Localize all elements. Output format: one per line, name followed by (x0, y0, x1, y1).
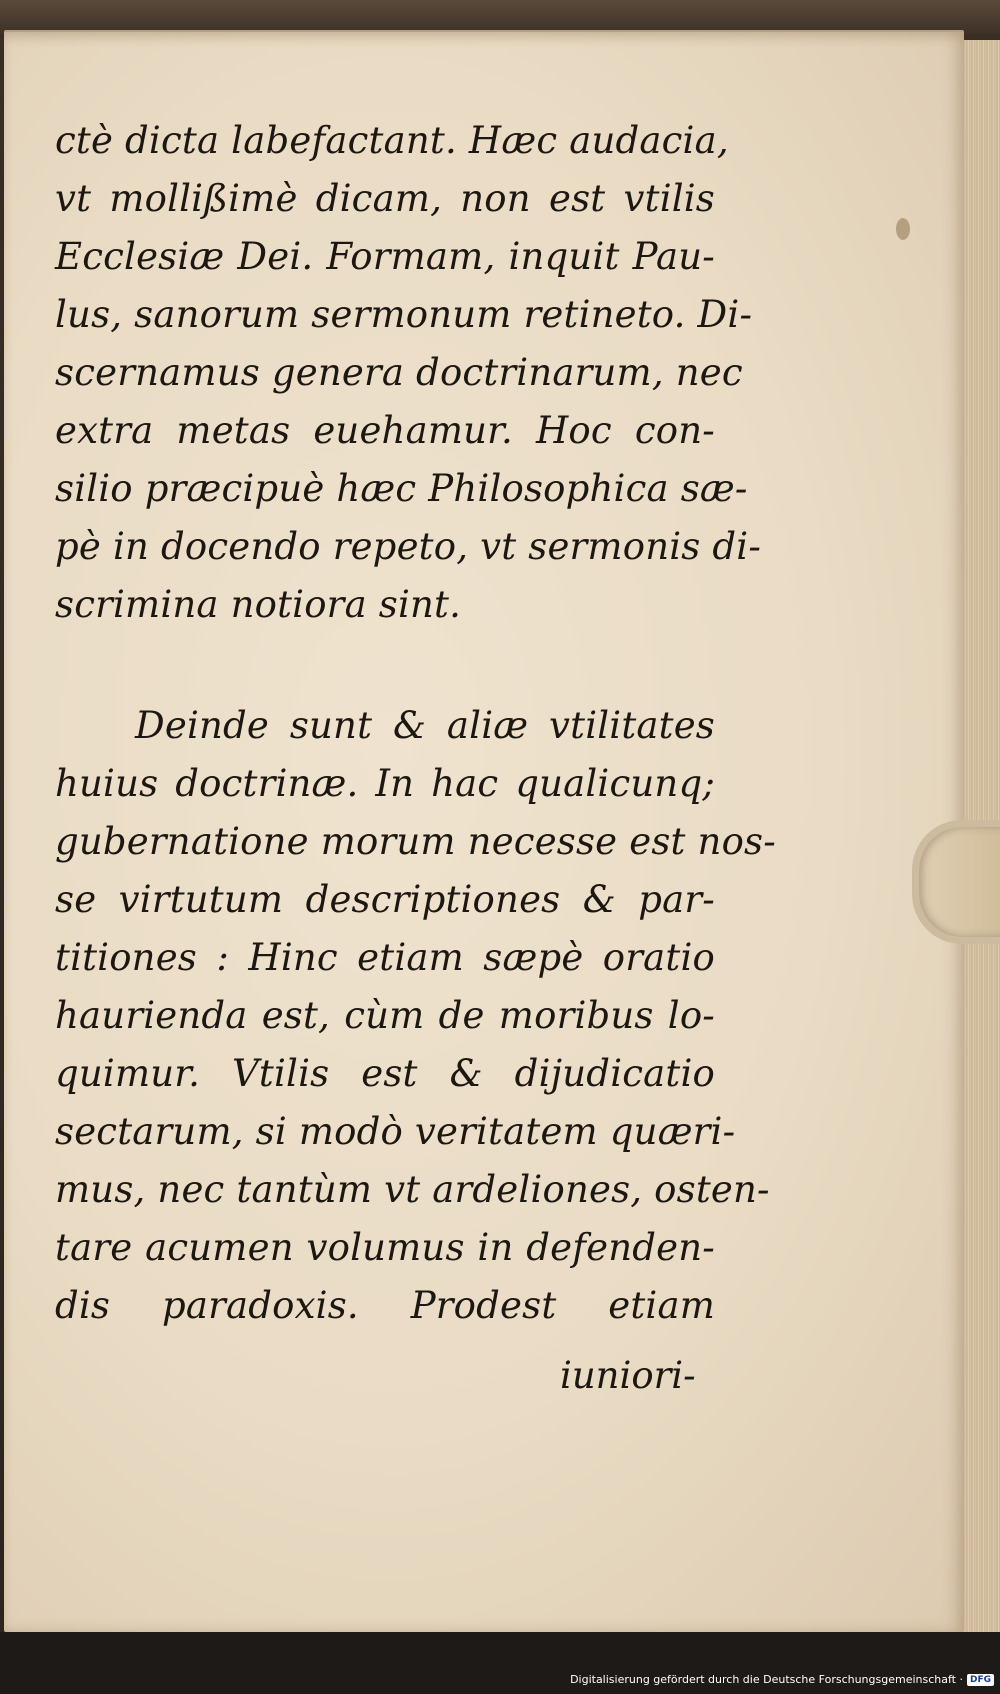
book-top-edge (0, 0, 1000, 34)
text-line: scrimina notiora sint. (55, 583, 462, 626)
paragraph-2 (55, 697, 776, 1335)
text-line: mus, nec tantùm vt ardeliones, osten- (55, 1168, 770, 1211)
text-line: huius doctrinæ. In hac qualicunq; (55, 762, 715, 805)
digitization-credit (570, 1673, 994, 1686)
paragraph-1 (55, 112, 762, 634)
catchword: iuniori- (560, 1354, 696, 1397)
text-line: haurienda est, cùm de moribus lo- (55, 994, 715, 1037)
text-line: dis paradoxis. Prodest etiam (55, 1284, 715, 1327)
text-line: gubernatione morum necesse est nos- (55, 820, 776, 863)
text-line: titiones : Hinc etiam sæpè oratio (55, 936, 715, 979)
text-line: pè in docendo repeto, vt sermonis di- (55, 525, 762, 568)
text-line: Deinde sunt & aliæ vtilitates (135, 704, 715, 747)
text-line: sectarum, si modò veritatem quæri- (55, 1110, 736, 1153)
text-line: Ecclesiæ Dei. Formam, inquit Pau- (55, 235, 715, 278)
text-line: scernamus genera doctrinarum, nec (55, 351, 743, 394)
text-line: tare acumen volumus in defenden- (55, 1226, 715, 1269)
credit-text: Digitalisierung gefördert durch die Deutsche Forschungsgemeinschaft · (570, 1673, 963, 1686)
text-line: quimur. Vtilis est & dijudicatio (55, 1052, 715, 1095)
text-line: ctè dicta labefactant. Hæc audacia, (55, 119, 729, 162)
stain-spot (896, 218, 910, 240)
text-line: silio præcipuè hæc Philosophica sæ- (55, 467, 748, 510)
text-line: vt mollißimè dicam, non est vtilis (55, 177, 715, 220)
book-clasp (912, 820, 1000, 944)
dfg-logo: DFG (967, 1674, 994, 1686)
text-line: lus, sanorum sermonum retineto. Di- (55, 293, 753, 336)
text-line: extra metas euehamur. Hoc con- (55, 409, 715, 452)
text-line: se virtutum descriptiones & par- (55, 878, 715, 921)
